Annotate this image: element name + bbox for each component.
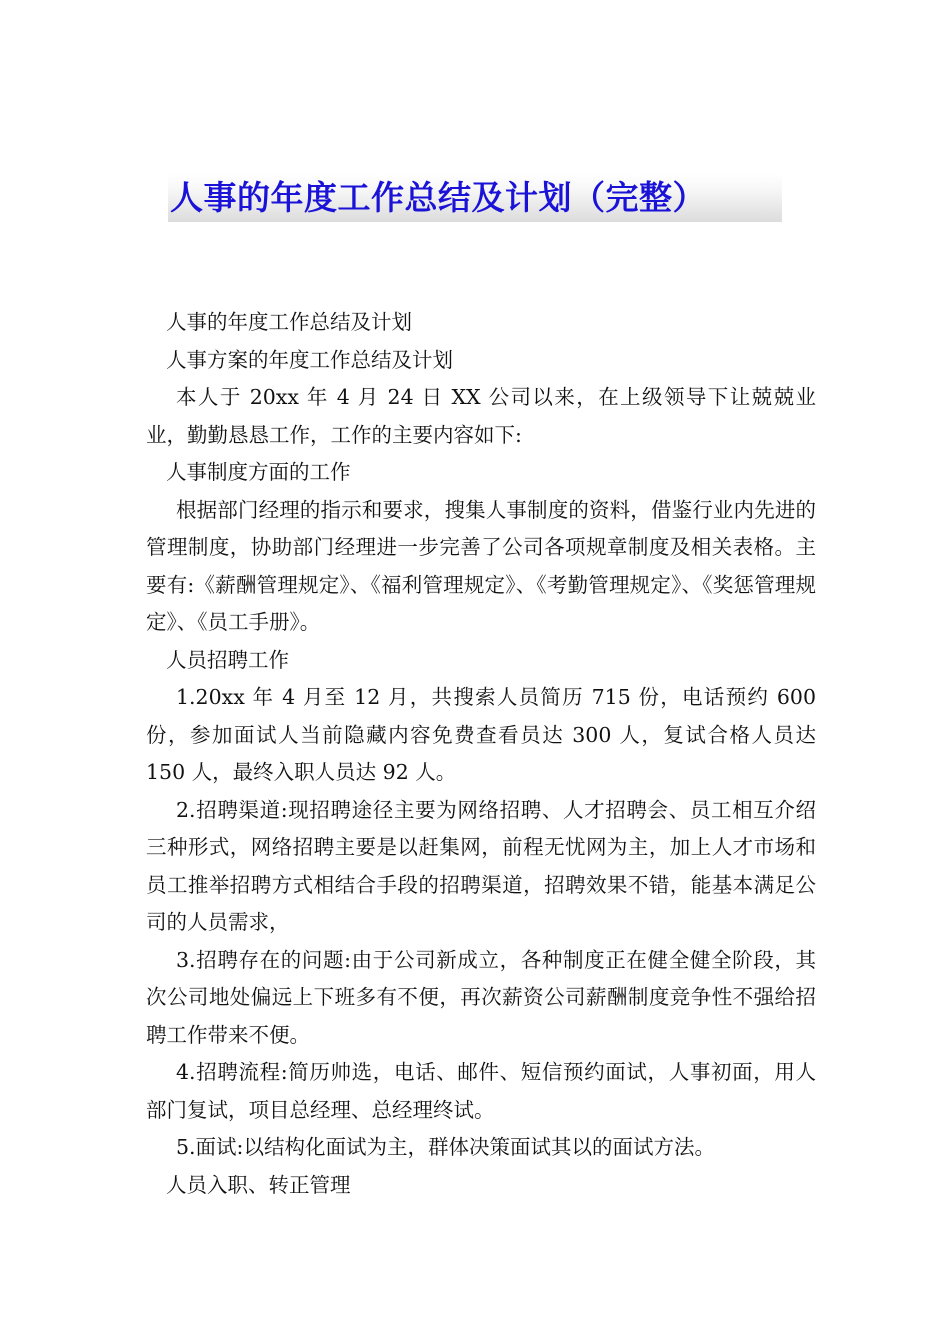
- section-heading: 人员入职、转正管理: [166, 1172, 351, 1197]
- paragraph-heading: 人事的年度工作总结及计划: [166, 310, 412, 334]
- section-heading: 人事制度方面的工作: [166, 460, 351, 484]
- paragraph: 3.招聘存在的问题:由于公司新成立，各种制度正在健全健全阶段，其次公司地处偏远上下班多有不便，再次薪资公司薪酬制度竞争性不强给招聘工作带来不便。: [146, 947, 816, 1047]
- paragraph: 本人于 20xx 年 4 月 24 日 XX 公司以来，在上级领导下让兢兢业业，勤勤恳恳工作，工作的主要内容如下:: [146, 385, 816, 447]
- paragraph: 2.招聘渠道:现招聘途径主要为网络招聘、人才招聘会、员工相互介绍三种形式，网络招聘主要是以赶集网，前程无忧网为主，加上人才市场和员工推举招聘方式相结合手段的招聘渠道，招聘效果不错，能基本满足公司的人员需求，: [146, 797, 816, 934]
- document-title: 人事的年度工作总结及计划（完整）: [170, 178, 706, 217]
- paragraph: 5.面试:以结构化面试为主，群体决策面试其以的面试方法。: [176, 1135, 715, 1159]
- document-body: [146, 304, 816, 1204]
- section-heading: 人员招聘工作: [166, 647, 289, 672]
- paragraph: 根据部门经理的指示和要求，搜集人事制度的资料，借鉴行业内先进的管理制度，协助部门经理进一步完善了公司各项规章制度及相关表格。主要有:《薪酬管理规定》、《福利管理规定》、《考勤管理规定》、《奖惩管理规定》、《员工手册》。: [146, 497, 816, 634]
- paragraph: 4.招聘流程:简历帅选，电话、邮件、短信预约面试，人事初面，用人部门复试，项目总经理、总经理终试。: [146, 1060, 816, 1122]
- paragraph-heading: 人事方案的年度工作总结及计划: [166, 347, 453, 372]
- paragraph: 1.20xx 年 4 月至 12 月，共搜索人员简历 715 份，电话预约 600 份，参加面试人当前隐藏内容免费查看员达 300 人，复试合格人员达 150 人，最终入职人员达 92 人。: [146, 685, 816, 784]
